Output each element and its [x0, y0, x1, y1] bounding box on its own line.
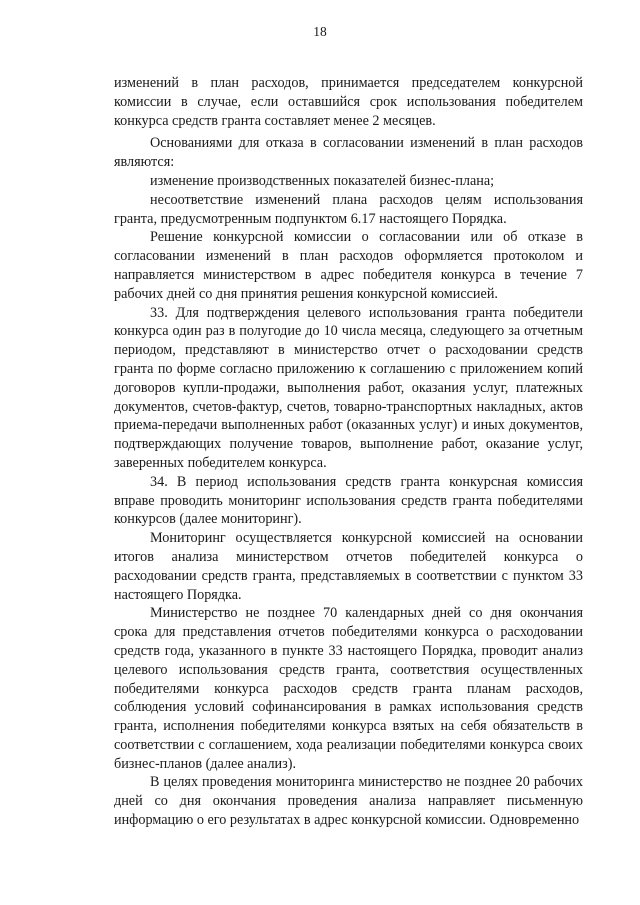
paragraph-analysis: Министерство не позднее 70 календарных дней со дня окончания срока для представления отчетов победителями конкурса о расходовании средств года, указанного в пункте 33 настоящего Порядка, проводит анализ целевого использования средств гранта, соответствия осуществленных победителями конкурса расходов средств гранта планам расходов, соблюдения условий софинансирования в рамках использования средств гранта, исполнения победителями конкурса взятых на себя обязательств в соответствии с соглашением, хода реализации победителями конкурса своих бизнес-планов (далее анализ). — [114, 605, 583, 772]
list-item-indicator-change: изменение производственных показателей бизнес-плана; — [150, 172, 495, 189]
paragraph-item-33: 33. Для подтверждения целевого использования гранта победители конкурса один раз в полугодие до 10 числа месяца, следующего за отчетным периодом, представляют в министерство отчет о расходовании средств гранта по форме согласно приложению к соглашению с приложением копий договоров купли-продажи, выполнения работ, оказания услуг, платежных документов, счетов-фактур, счетов, товарно-транспортных накладных, актов приема-передачи выполненных работ (оказанных услуг) и иных документов, подтверждающих получение товаров, выполнение работ, оказание услуг, заверенных победителем конкурса. — [114, 304, 583, 471]
paragraph-results: В целях проведения мониторинга министерство не позднее 20 рабочих дней со дня окончания проведения анализа направляет письменную информацию о его результатах в адрес конкурсной комиссии. Одновременно — [114, 774, 583, 829]
paragraph-decision: Решение конкурсной комиссии о согласовании или об отказе в согласовании изменений в план расходов оформляется протоколом и направляется министерством в адрес победителя конкурса в течение 7 рабочих дней со дня принятия решения конкурсной комиссией. — [114, 229, 583, 302]
paragraph-monitoring: Мониторинг осуществляется конкурсной комиссией на основании итогов анализа министерством отчетов победителей конкурса о расходовании средств гранта, представляемых в соответствии с пунктом 33 настоящего Порядка. — [114, 530, 583, 603]
page-number: 18 — [313, 24, 327, 39]
paragraph-continuation: изменений в план расходов, принимается председателем конкурсной комиссии в случае, если оставшийся срок использования победителем конкурса средств гранта составляет менее 2 месяцев. — [114, 75, 583, 129]
paragraph-refusal-grounds: Основаниями для отказа в согласовании изменений в план расходов являются: — [114, 135, 583, 171]
list-item-purpose-mismatch: несоответствие изменений плана расходов целям использования гранта, предусмотренным подпунктом 6.17 настоящего Порядка. — [114, 191, 583, 227]
document-body — [114, 74, 583, 830]
paragraph-item-34: 34. В период использования средств гранта конкурсная комиссия вправе проводить мониторинг использования средств гранта победителями конкурсов (далее мониторинг). — [114, 473, 583, 528]
